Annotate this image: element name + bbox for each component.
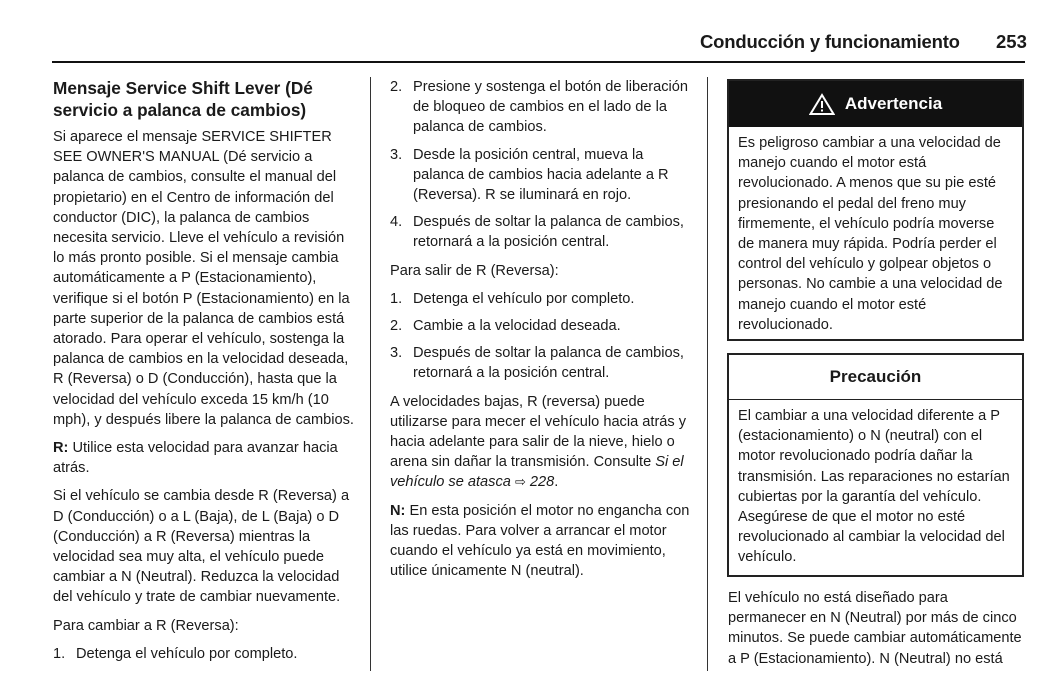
paragraph-high-speed-shift: Si el vehículo se cambia desde R (Reversa) a D (Conducción) o a L (Baja), de L (Baja) o D (Conducción) a R (Reversa) mientras la velocidad sea muy alta, el vehículo puede cambiar a N (Neutral). Reduzca la velocidad del vehículo y trate de cambiar nuevamente. <box>53 488 350 606</box>
n-text: En esta posición el motor no engancha con las ruedas. Para volver a arrancar el motor cuando el vehículo ya está en movimiento, utilice únicamente N (neutral). <box>390 502 690 580</box>
column-divider-1 <box>370 77 371 671</box>
step-number: 3. <box>390 146 403 163</box>
page-reference-number[interactable]: 228 <box>529 474 555 491</box>
step-number: 2. <box>390 318 403 335</box>
exit-reverse-steps-list <box>390 289 690 384</box>
paragraph-service-message: Si aparece el mensaje SERVICE SHIFTER SEE OWNER'S MANUAL (Dé servicio a palanca de cambios, consulte el manual del propietario) en el Centro de información del conductor (DIC), la palanca de cambios necesita servicio. Lleve el vehículo a revisión lo más pronto posible. Si el mensaje cambia automáticamente a P (Estacionamiento), verifique si el botón P (Estacionamiento) en la parte superior de la palanca de cambios está atorado. Para operar el vehículo, sostenga la palanca de cambios en la velocidad deseada, R (Reversa) o D (Conducción), hasta que la velocidad del vehículo exceda 15 km/h (10 mph), y después libere la palanca de cambios. <box>53 129 354 428</box>
header-divider <box>52 61 1025 63</box>
step-number: 2. <box>390 79 403 95</box>
step-text: Cambie a la velocidad deseada. <box>413 318 621 335</box>
section-title: Conducción y funcionamiento <box>700 31 960 52</box>
n-label: N: <box>390 502 406 519</box>
step-number: 1. <box>390 290 403 307</box>
r-label: R: <box>53 440 69 457</box>
step-number: 4. <box>390 214 403 231</box>
page-number: 253 <box>996 31 1027 52</box>
paragraph-reverse-definition <box>53 438 355 478</box>
list-item <box>390 316 690 336</box>
list-item <box>53 644 355 664</box>
warning-triangle-icon <box>809 93 835 115</box>
list-item <box>390 289 690 309</box>
caution-text: El cambiar a una velocidad diferente a P (estacionamiento) o N (neutral) con el motor revolucionado podría dañar la transmisión. Las reparaciones no estarían cubiertas por la garantía del vehículo. Asegúrese de que el motor no esté revolucionado al cambiar la velocidad del vehículo. <box>738 408 1010 566</box>
reverse-steps-continued <box>390 77 690 253</box>
low-speed-text: A velocidades bajas, R (reversa) puede utilizarse para mecer el vehículo hacia atrás y hacia adelante para salir de la nieve, hielo o arena sin dañar la transmisión. Consulte <box>390 393 687 471</box>
paragraph-neutral-duration: El vehículo no está diseñado para permanecer en N (Neutral) por más de cinco minutos. Se puede cambiar automáticamente a P (Estacionamiento). N (Neutral) no está <box>728 590 1022 667</box>
paragraph-neutral-definition <box>390 501 690 582</box>
warning-text: Es peligroso cambiar a una velocidad de manejo cuando el motor está revolucionado. A menos que su pie esté presionando el pedal del freno muy firmemente, el vehículo podría moverse de manera muy rápida. Podría perder el control del vehículo y golpear objetos o personas. No cambie a una velocidad de manejo cuando el motor esté revolucionado. <box>738 135 1003 333</box>
step-text: Presione y sostenga el botón de liberación de bloqueo de cambios en el lado de la palanca de cambios. <box>413 79 689 136</box>
caution-title: Precaución <box>729 355 1022 400</box>
r-text: Utilice esta velocidad para avanzar hacia atrás. <box>53 440 338 477</box>
sentence-period: . <box>554 474 559 491</box>
step-text: Detenga el vehículo por completo. <box>413 290 635 307</box>
list-item <box>390 343 690 383</box>
paragraph-shift-to-reverse-intro: Para cambiar a R (Reversa): <box>53 617 239 634</box>
list-item <box>390 212 690 252</box>
paragraph-exit-reverse-intro: Para salir de R (Reversa): <box>390 262 559 279</box>
paragraph-rocking-vehicle <box>390 392 690 493</box>
step-text: Después de soltar la palanca de cambios, retornará a la posición central. <box>413 214 684 251</box>
warning-header <box>729 81 1022 127</box>
caution-box <box>727 353 1024 577</box>
warning-box <box>727 79 1024 341</box>
column-divider-2 <box>707 77 708 671</box>
section-heading: Mensaje Service Shift Lever (Dé servicio a palanca de cambios) <box>53 78 313 120</box>
column-1 <box>53 77 355 672</box>
column-2 <box>390 77 690 589</box>
step-number: 3. <box>390 345 403 362</box>
step-text: Después de soltar la palanca de cambios, retornará a la posición central. <box>413 345 684 382</box>
page-reference-arrow-icon: ⇨ <box>514 474 526 490</box>
stuck-vehicle-reference-link[interactable]: Si el vehículo se atasca <box>390 454 684 491</box>
reverse-steps-list <box>53 644 355 664</box>
step-text: Detenga el vehículo por completo. <box>76 645 298 662</box>
list-item <box>390 77 690 138</box>
step-number: 1. <box>53 645 66 662</box>
step-text: Desde la posición central, mueva la palanca de cambios hacia adelante a R (Reversa). R se iluminará en rojo. <box>413 146 669 204</box>
warning-title: Advertencia <box>844 94 943 113</box>
list-item <box>390 145 690 206</box>
